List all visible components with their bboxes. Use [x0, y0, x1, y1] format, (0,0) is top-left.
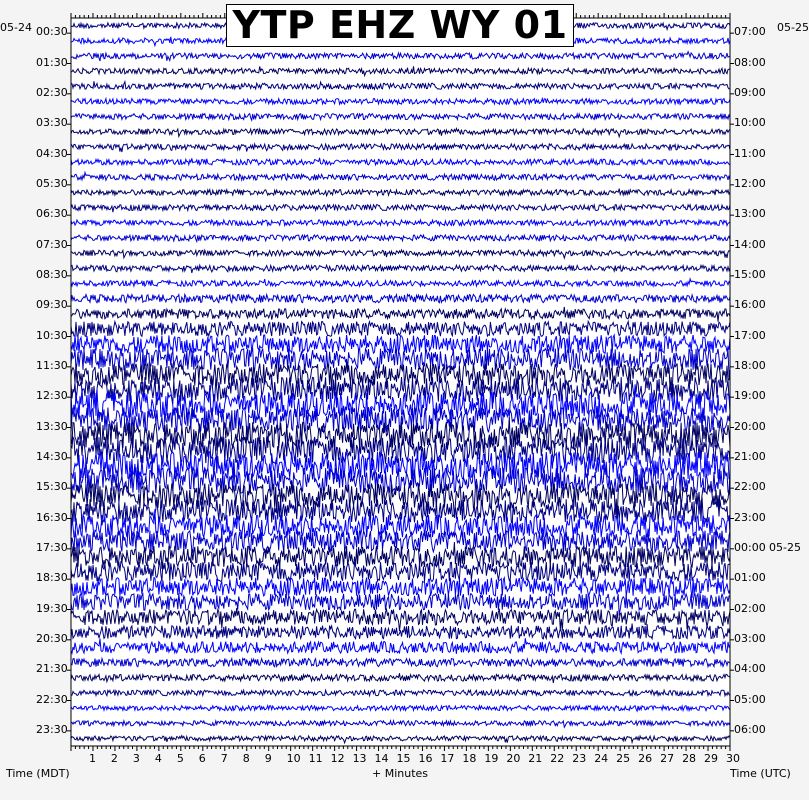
x-tick-label: 10: [286, 752, 301, 765]
y-tick-label-right: 22:00: [734, 480, 766, 494]
chart-title: YTP EHZ WY 01: [226, 4, 574, 47]
y-tick-label-left: 11:30: [36, 358, 68, 372]
x-tick-label: 3: [132, 752, 140, 765]
y-tick-label-right: 20:00: [734, 419, 766, 433]
y-tick-label-left: 06:30: [36, 207, 68, 221]
y-tick-label-right: 19:00: [734, 389, 766, 403]
y-tick-label-right: 23:00: [734, 510, 766, 524]
y-tick-label-right: 00:00: [734, 540, 766, 554]
x-tick-label: 2: [110, 752, 118, 765]
y-tick-label-right: 21:00: [734, 449, 766, 463]
y-tick-label-left: 17:30: [36, 540, 68, 554]
y-tick-label-right: 08:00: [734, 55, 766, 69]
x-tick-label: 28: [682, 752, 697, 765]
y-tick-label-left: 05:30: [36, 176, 68, 190]
y-tick-label-right: 01:00: [734, 571, 766, 585]
x-tick-label: 17: [440, 752, 455, 765]
y-tick-label-left: 19:30: [36, 601, 68, 615]
y-tick-label-left: 16:30: [36, 510, 68, 524]
x-tick-label: 8: [242, 752, 250, 765]
y-tick-label-left: 02:30: [36, 85, 68, 99]
y-tick-label-right: 12:00: [734, 176, 766, 190]
y-tick-label-right: 02:00: [734, 601, 766, 615]
y-tick-label-right: 07:00: [734, 25, 766, 39]
x-tick-label: 19: [484, 752, 499, 765]
y-tick-label-left: 09:30: [36, 298, 68, 312]
x-tick-label: 5: [176, 752, 184, 765]
x-tick-label: 16: [418, 752, 433, 765]
right-axis-label: Time (UTC): [730, 767, 791, 780]
x-tick-label: 25: [616, 752, 631, 765]
x-tick-label: 29: [704, 752, 719, 765]
x-tick-label: 15: [396, 752, 411, 765]
x-tick-label: 11: [308, 752, 323, 765]
y-tick-label-right: 15:00: [734, 267, 766, 281]
y-tick-label-left: 15:30: [36, 480, 68, 494]
y-tick-label-right: 11:00: [734, 146, 766, 160]
y-tick-label-right: 05:00: [734, 692, 766, 706]
y-tick-label-left: 22:30: [36, 692, 68, 706]
left-date-label: 05-24: [0, 21, 32, 34]
x-tick-label: 9: [264, 752, 272, 765]
x-tick-label: 20: [506, 752, 521, 765]
date-change-label: 05-25: [769, 540, 801, 554]
y-tick-label-right: 14:00: [734, 237, 766, 251]
y-tick-label-left: 08:30: [36, 267, 68, 281]
y-tick-label-left: 07:30: [36, 237, 68, 251]
x-tick-label: 1: [88, 752, 96, 765]
y-tick-label-right: 06:00: [734, 722, 766, 736]
x-tick-label: 30: [726, 752, 740, 765]
x-tick-label: 6: [198, 752, 206, 765]
y-tick-label-left: 04:30: [36, 146, 68, 160]
x-tick-label: 4: [154, 752, 162, 765]
right-date-label: 05-25: [777, 21, 809, 34]
y-tick-label-right: 18:00: [734, 358, 766, 372]
y-tick-label-left: 21:30: [36, 662, 68, 676]
x-tick-label: 21: [528, 752, 543, 765]
x-tick-label: 7: [220, 752, 228, 765]
y-tick-label-right: 10:00: [734, 116, 766, 130]
x-tick-label: 24: [594, 752, 609, 765]
x-tick-label: 13: [352, 752, 367, 765]
x-tick-label: 14: [374, 752, 389, 765]
y-tick-label-right: 09:00: [734, 85, 766, 99]
y-tick-label-left: 03:30: [36, 116, 68, 130]
y-tick-label-left: 10:30: [36, 328, 68, 342]
y-tick-label-left: 20:30: [36, 631, 68, 645]
y-tick-label-left: 00:30: [36, 25, 68, 39]
x-tick-label: 22: [550, 752, 565, 765]
y-tick-label-right: 03:00: [734, 631, 766, 645]
y-tick-label-right: 04:00: [734, 662, 766, 676]
left-axis-label: Time (MDT): [6, 767, 70, 780]
y-tick-label-left: 01:30: [36, 55, 68, 69]
x-axis-label: + Minutes: [372, 767, 429, 780]
y-tick-label-left: 23:30: [36, 722, 68, 736]
y-tick-label-right: 13:00: [734, 207, 766, 221]
x-tick-label: 23: [572, 752, 587, 765]
y-tick-label-left: 18:30: [36, 571, 68, 585]
y-tick-label-right: 17:00: [734, 328, 766, 342]
y-tick-label-left: 13:30: [36, 419, 68, 433]
y-tick-label-right: 16:00: [734, 298, 766, 312]
x-tick-label: 26: [638, 752, 653, 765]
y-tick-label-left: 12:30: [36, 389, 68, 403]
x-tick-label: 18: [462, 752, 477, 765]
y-tick-label-left: 14:30: [36, 449, 68, 463]
x-tick-label: 27: [660, 752, 675, 765]
x-tick-label: 12: [330, 752, 345, 765]
